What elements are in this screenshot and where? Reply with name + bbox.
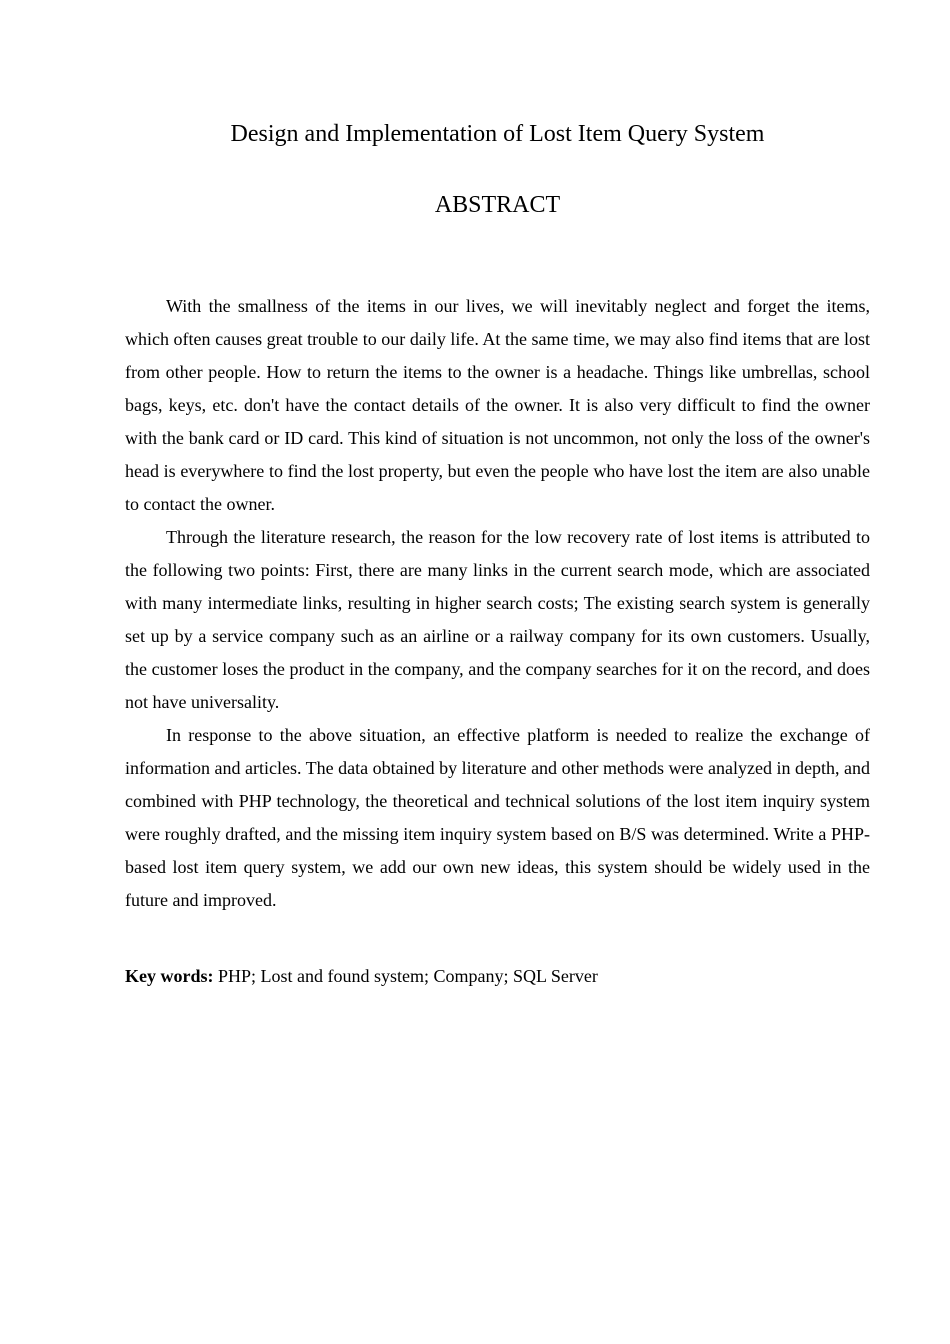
abstract-heading: ABSTRACT (434, 192, 561, 218)
abstract-paragraph-1: With the smallness of the items in our lives, we will inevitably neglect and forget the items, which often causes great trouble to our daily life. At the same time, we may also find items that are lost from other people. How to return the items to the owner is a headache. Things like umbrellas, school bags, keys, etc. don't have the contact details of the owner. It is also very difficult to find the owner with the bank card or ID card. This kind of situation is not uncommon, not only the loss of the owner's head is everywhere to find the lost property, but even the people who have lost the item are also unable to contact the owner. (125, 296, 870, 514)
abstract-paragraph-2: Through the literature research, the reason for the low recovery rate of lost items is attributed to the following two points: First, there are many links in the current search mode, which are associated with many intermediate links, resulting in higher search costs; The existing search system is generally set up by a service company such as an airline or a railway company for its own customers. Usually, the customer loses the product in the company, and the company searches for it on the record, and does not have universality. (125, 527, 870, 712)
keywords-text: PHP; Lost and found system; Company; SQL Server (213, 966, 598, 986)
keywords-line (125, 960, 870, 993)
abstract-body (125, 290, 870, 917)
document-title: Design and Implementation of Lost Item Query System (230, 121, 765, 147)
keywords-label: Key words: (125, 966, 214, 986)
abstract-paragraph-3: In response to the above situation, an effective platform is needed to realize the exchange of information and articles. The data obtained by literature and other methods were analyzed in depth, and combined with PHP technology, the theoretical and technical solutions of the lost item inquiry system were roughly drafted, and the missing item inquiry system based on B/S was determined. Write a PHP-based lost item query system, we add our own new ideas, this system should be widely used in the future and improved. (125, 725, 870, 910)
